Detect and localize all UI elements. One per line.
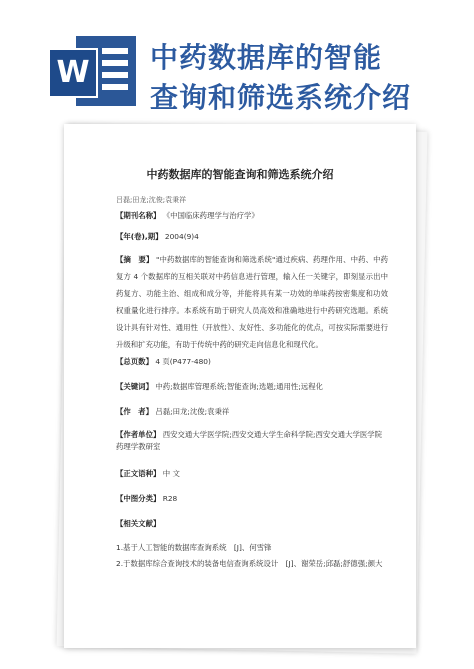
abstract-block (116, 251, 388, 353)
affiliation-value-line-1: 西安交通大学医学院;西安交通大学生命科学院;西安交通大学医学院 (162, 430, 383, 439)
journal-value: 《中国临床药理学与治疗学》 (162, 211, 259, 220)
reference-list (116, 540, 406, 572)
banner-title-line-2: 查询和筛选系统介绍 (150, 81, 412, 114)
author-label: 【作 者】 (116, 407, 153, 416)
affiliation-label: 【作者单位】 (116, 430, 161, 439)
keywords-label: 【关键词】 (116, 382, 153, 391)
abstract-text: "中药数据库的智能查询和筛选系统"通过疾病、药理作用、中药、中药复方 4 个数据库的互相关联对中药信息进行管理，输入任一关键字，即刻显示出中药复方、功能主治、组成和成分等，并能将具有某一功效的单味药按密集度和功效权重量化进行排序。本系统有助于研究人员高效和准确地进行中药研究选题。系统设计具有针对性、通用性（开放性）、友好性、多功能化的优点，可按实际需要进行升级和扩充功能，有助于传统中药的研究走向信息化和现代化。 (116, 255, 388, 349)
classification-label: 【中图分类】 (116, 494, 161, 503)
reference-item: 2.于数据库综合查询技术的装备电信查询系统设计 [J]、谢荣岳;邱磊;舒德强;颜大 (116, 559, 383, 568)
journal-label: 【期刊名称】 (116, 211, 161, 220)
document-page (64, 124, 416, 648)
keywords-value: 中药;数据库管理系统;智能查询;选题;通用性;远程化 (155, 382, 323, 391)
word-letter-tile: W (48, 48, 98, 98)
related-refs-label: 【相关文献】 (116, 519, 161, 528)
authors-line: 吕磊;田龙;沈俊;袁秉祥 (116, 196, 187, 204)
pages-field (116, 356, 211, 368)
keywords-field (116, 381, 323, 393)
word-document-icon (48, 36, 136, 106)
affiliation-value-line-2: 药理学教研室 (116, 442, 161, 451)
language-value: 中 文 (162, 469, 180, 478)
affiliation-field (116, 429, 382, 453)
banner (0, 0, 474, 130)
pages-value: 4 页(P477-480) (155, 357, 211, 366)
abstract-label: 【摘 要】 (116, 255, 154, 264)
word-icon-line (102, 72, 128, 78)
word-icon-line (102, 60, 128, 66)
author-value: 吕磊;田龙;沈俊;袁秉祥 (155, 407, 230, 416)
classification-value: R28 (162, 494, 178, 503)
pages-label: 【总页数】 (116, 357, 153, 366)
journal-field (116, 210, 259, 222)
classification-field (116, 493, 177, 505)
year-field (116, 231, 199, 243)
year-value: 2004(9)4 (164, 232, 199, 241)
word-icon-line (102, 48, 128, 54)
related-refs-header (116, 518, 160, 530)
language-label: 【正文语种】 (116, 469, 161, 478)
reference-item: 1.基于人工智能的数据库查询系统 [J]、何雪锋 (116, 543, 272, 552)
year-label: 【年(卷),期】 (116, 232, 163, 241)
banner-title-line-1: 中药数据库的智能 (150, 41, 383, 74)
word-icon-line (102, 84, 128, 90)
document-title: 中药数据库的智能查询和筛选系统介绍 (146, 168, 334, 181)
author-field (116, 406, 229, 418)
language-field (116, 468, 180, 480)
